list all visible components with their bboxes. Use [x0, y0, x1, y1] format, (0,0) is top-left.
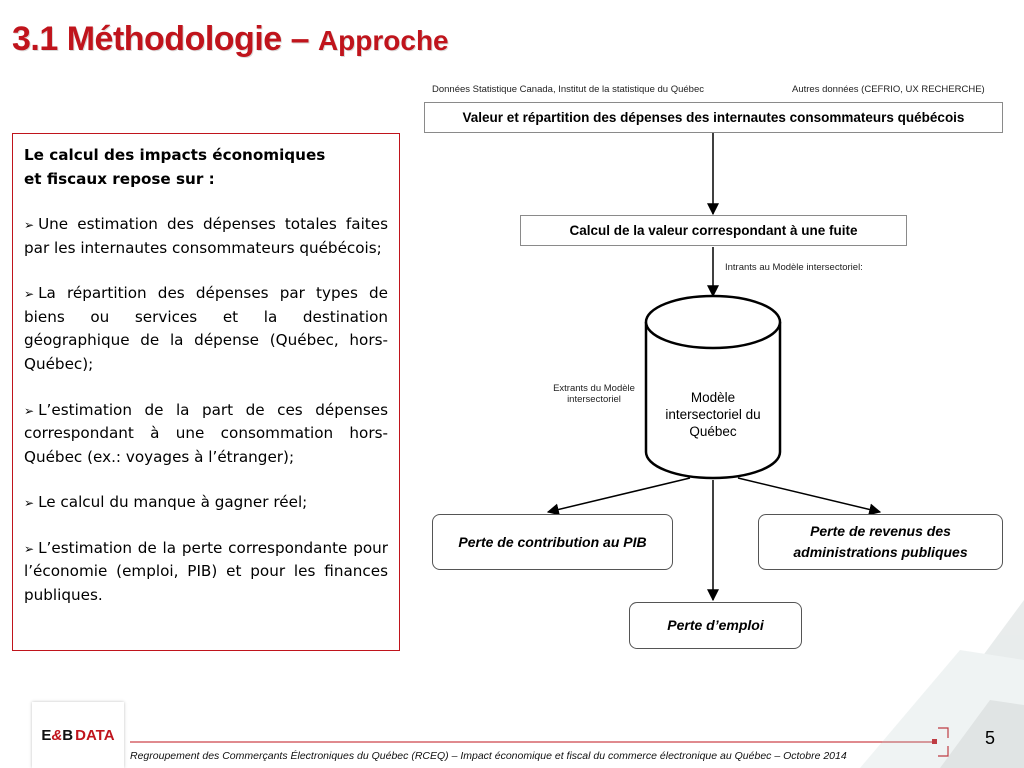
slide-title-sub: Approche [317, 25, 449, 56]
source-left-label: Données Statistique Canada, Institut de la statistique du Québec [432, 84, 704, 95]
left-panel-heading-line1: Le calcul des impacts économiques [24, 146, 326, 164]
model-label [648, 390, 778, 441]
intrants-label: Intrants au Modèle intersectoriel: [725, 262, 863, 273]
list-item [24, 399, 388, 470]
output-revenus-text [793, 521, 967, 563]
output-revenus-box [758, 514, 1003, 570]
list-item-text: L’estimation de la part de ces dépenses correspondant à une consommation hors-Québec (ex.: voyages à l’étranger); [24, 400, 388, 466]
arrow-bullet-icon: ➢ [24, 496, 35, 511]
arrow-bullet-icon: ➢ [24, 541, 35, 556]
list-item-text: La répartition des dépenses par types de biens ou services et la destination géographique de la dépense (Québec, hors-Québec); [24, 284, 388, 373]
model-cylinder [646, 296, 780, 478]
list-item [24, 537, 388, 608]
list-item [24, 282, 388, 376]
footer-text: Regroupement des Commerçants Électroniques du Québec (RCEQ) – Impact économique et fiscal du commerce électronique au Québec – Octobre 2014 [130, 750, 847, 762]
calc-box-text: Calcul de la valeur correspondant à une fuite [569, 223, 858, 238]
output-revenus-line2: administrations publiques [793, 544, 968, 560]
arrow-model-to-revenus [738, 478, 880, 512]
model-label-line1: Modèle [690, 390, 736, 405]
left-panel [12, 133, 400, 651]
output-emploi-box [629, 602, 802, 649]
eb-data-logo [32, 702, 124, 768]
list-item-text: Une estimation des dépenses totales faites par les internautes consommateurs québécois; [24, 215, 388, 257]
list-item-text: L’estimation de la perte correspondante pour l’économie (emploi, PIB) et pour les finances publiques. [24, 538, 388, 604]
model-label-line3: Québec [689, 423, 737, 439]
top-input-box [424, 102, 1003, 133]
list-item-text: Le calcul du manque à gagner réel; [38, 493, 308, 512]
output-emploi-text: Perte d’emploi [667, 617, 764, 633]
arrow-model-to-pib [548, 478, 690, 512]
arrow-bullet-icon: ➢ [24, 287, 35, 302]
list-item [24, 213, 388, 260]
decorative-building-graphic [860, 600, 1024, 768]
arrow-bullet-icon: ➢ [24, 403, 35, 418]
left-panel-heading [24, 144, 388, 191]
top-input-box-text: Valeur et répartition des dépenses des internautes consommateurs québécois [462, 110, 965, 125]
logo-part3: DATA [75, 726, 115, 744]
extrants-label-line1: Extrants du Modèle [553, 383, 635, 394]
output-pib-box [432, 514, 673, 570]
left-panel-heading-line2: et fiscaux repose sur : [24, 169, 215, 188]
extrants-label [549, 383, 639, 405]
slide-title-main: 3.1 Méthodologie – [12, 20, 310, 58]
logo-part1: E [41, 726, 52, 744]
output-pib-text: Perte de contribution au PIB [458, 533, 647, 550]
page-number: 5 [985, 728, 996, 748]
model-label-line2: intersectoriel du [665, 406, 761, 422]
calc-box [520, 215, 907, 246]
output-revenus-line1: Perte de revenus des [810, 523, 951, 539]
logo-amp: & [51, 726, 63, 744]
list-item [24, 491, 388, 515]
logo-part2: B [62, 726, 74, 744]
source-right-label: Autres données (CEFRIO, UX RECHERCHE) [792, 84, 985, 95]
arrow-bullet-icon: ➢ [24, 218, 35, 233]
extrants-label-line2: intersectoriel [567, 394, 621, 405]
